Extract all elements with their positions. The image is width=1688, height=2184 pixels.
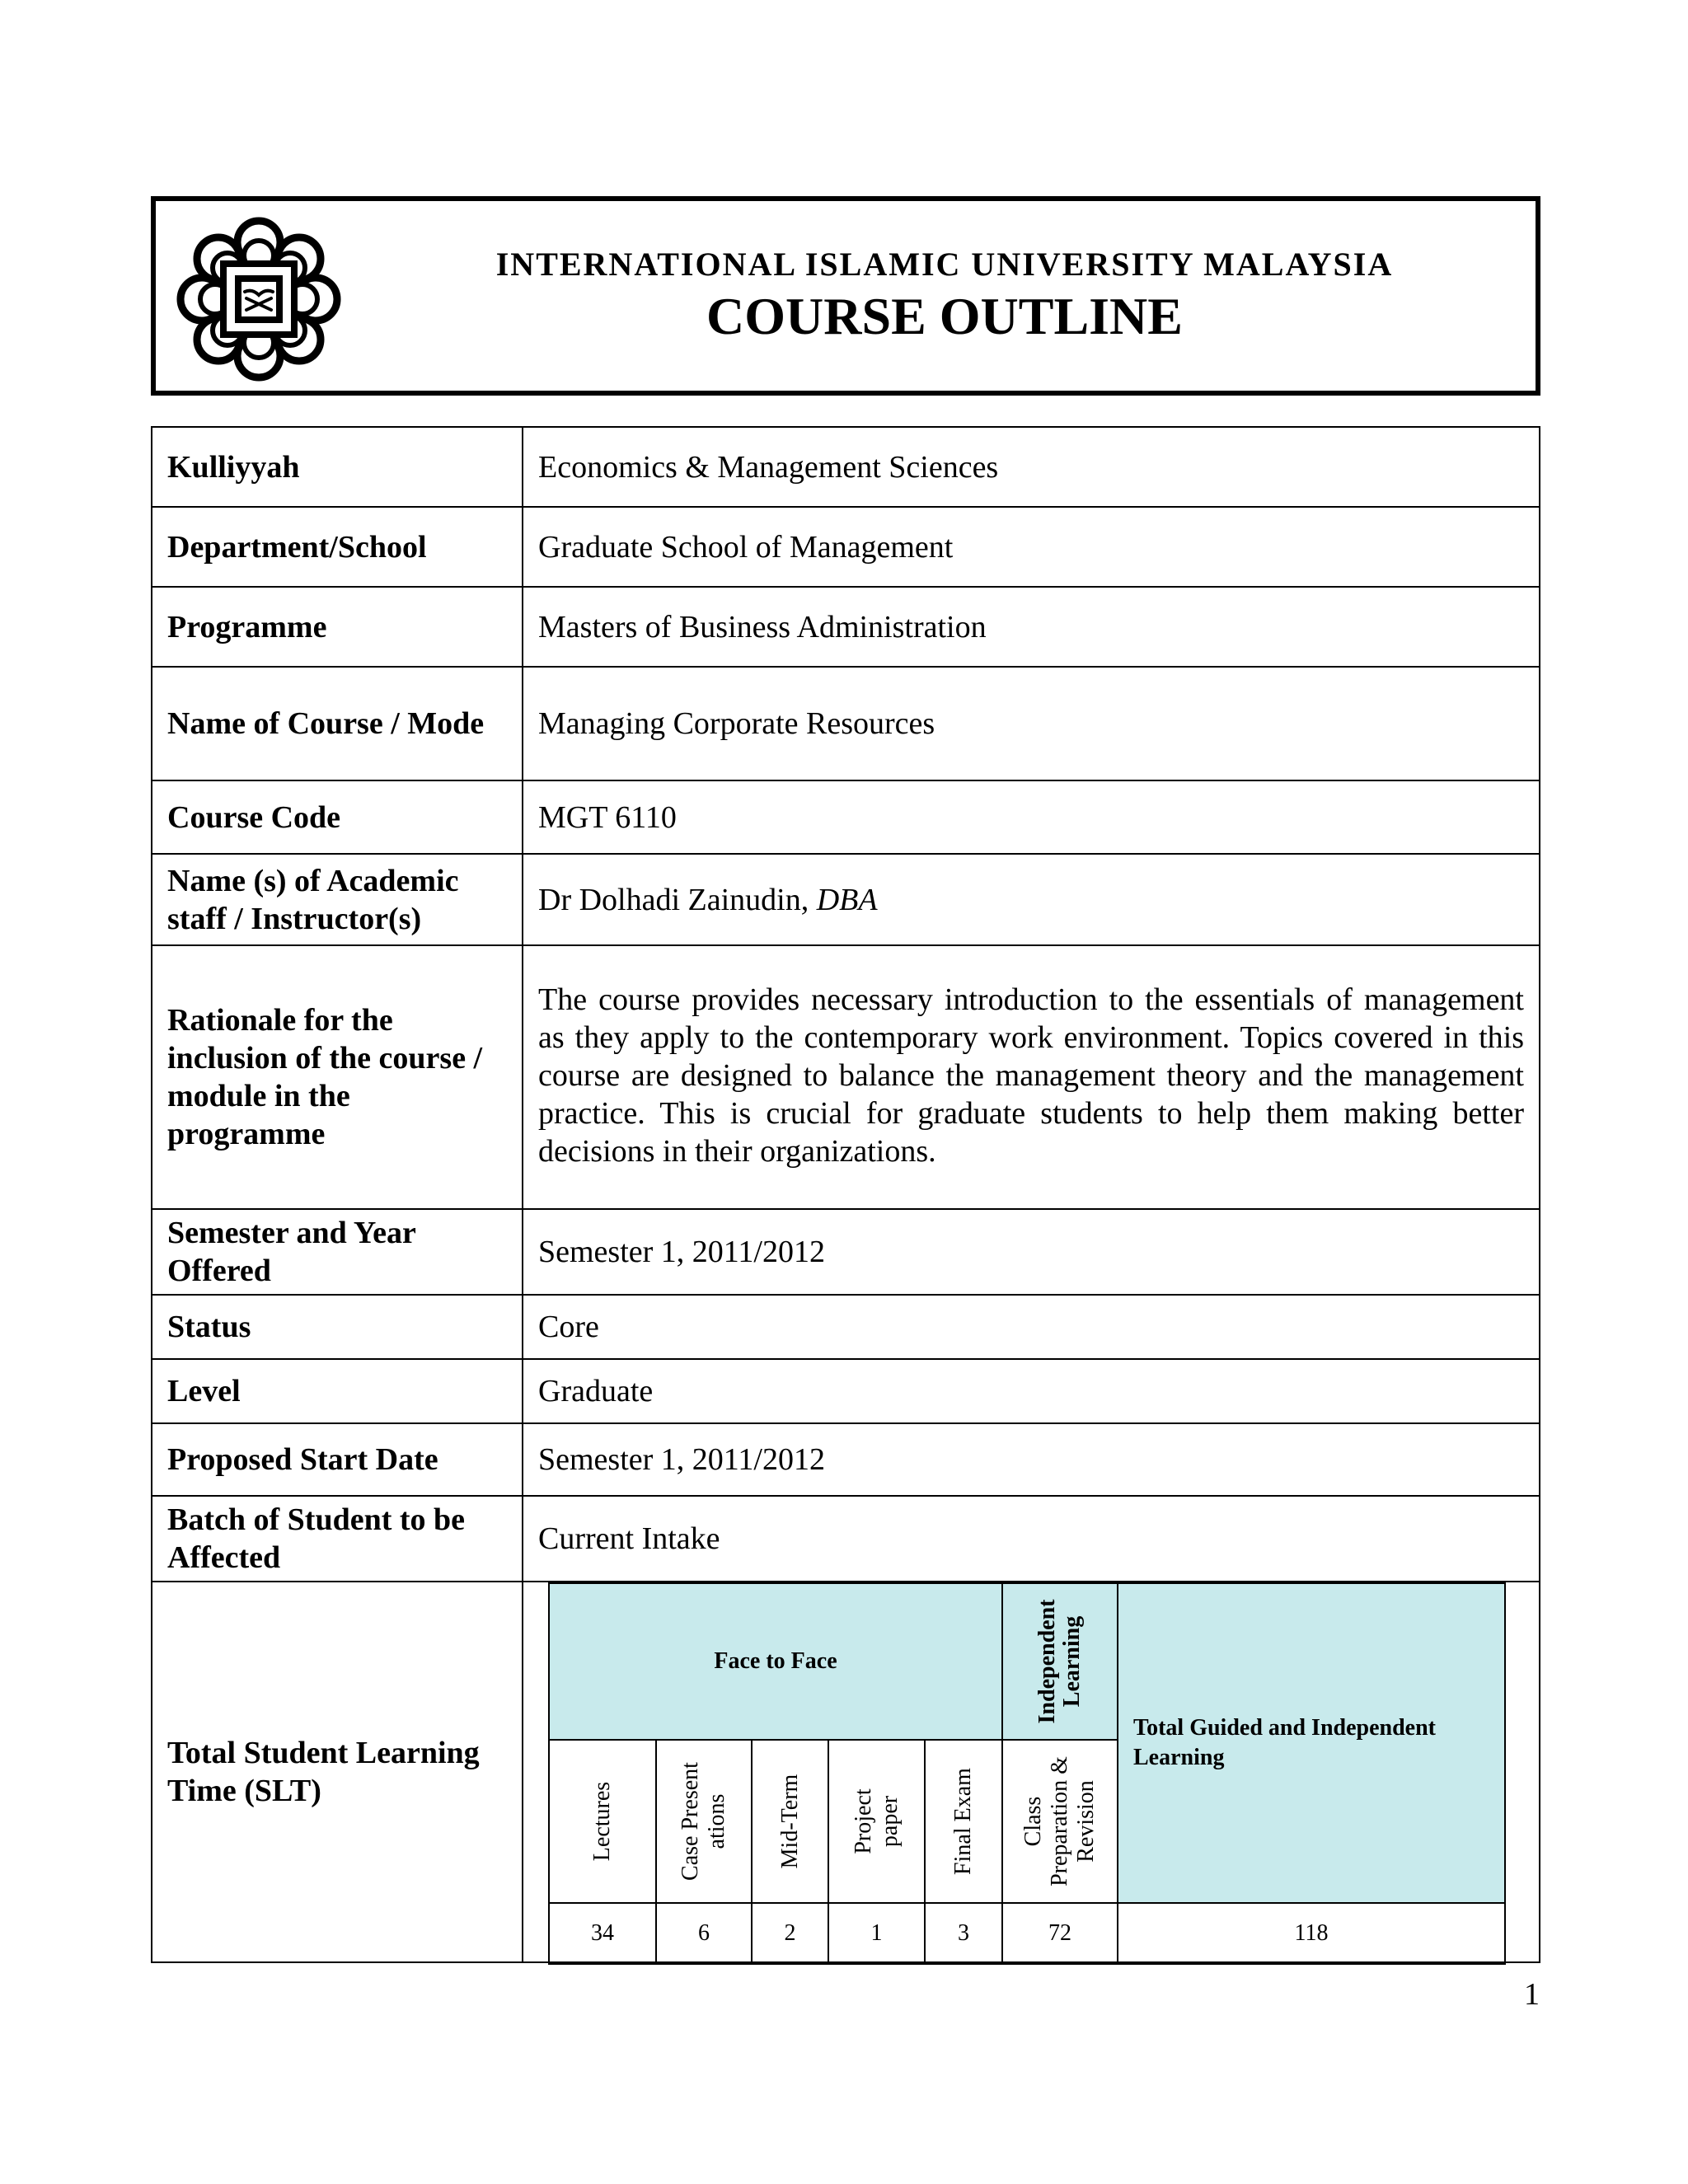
row-slt: [152, 1582, 1540, 1962]
col-final-exam: [925, 1740, 1002, 1903]
face-to-face-header: Face to Face: [549, 1583, 1002, 1740]
department-label: Department/School: [152, 507, 523, 587]
status-label: Status: [152, 1295, 523, 1359]
col-mid-term-text: Mid-Term: [776, 1774, 803, 1869]
slt-label: Total Student Learning Time (SLT): [152, 1582, 523, 1962]
col-class-prep-text: Class Preparation & Revision: [1020, 1756, 1099, 1886]
value-lectures: 34: [549, 1903, 656, 1964]
header-box: [151, 196, 1540, 396]
col-project-paper-text: Project paper: [850, 1788, 903, 1854]
row-course-name: [152, 667, 1540, 780]
col-final-exam-text: Final Exam: [950, 1768, 976, 1875]
course-name-value: Managing Corporate Resources: [523, 667, 1540, 780]
header-text: [354, 244, 1536, 348]
value-final-exam: 3: [925, 1903, 1002, 1964]
row-programme: [152, 587, 1540, 667]
value-case-presentations: 6: [656, 1903, 752, 1964]
value-mid-term: 2: [752, 1903, 828, 1964]
instructor-value: [523, 854, 1540, 945]
course-code-value: MGT 6110: [523, 780, 1540, 854]
programme-label: Programme: [152, 587, 523, 667]
rationale-label: Rationale for the inclusion of the course / module in the programme: [152, 945, 523, 1209]
col-mid-term: [752, 1740, 828, 1903]
row-kulliyyah: [152, 427, 1540, 507]
page-number: 1: [1524, 1977, 1540, 2012]
programme-value: Masters of Business Administration: [523, 587, 1540, 667]
department-value: Graduate School of Management: [523, 507, 1540, 587]
value-total: 118: [1118, 1903, 1505, 1964]
col-case-presentations: [656, 1740, 752, 1903]
col-lectures: [549, 1740, 656, 1903]
slt-header-row: [549, 1583, 1505, 1740]
independent-learning-header: [1002, 1583, 1118, 1740]
slt-cell: [523, 1582, 1540, 1962]
kulliyyah-value: Economics & Management Sciences: [523, 427, 1540, 507]
document-title: COURSE OUTLINE: [706, 287, 1183, 345]
start-date-label: Proposed Start Date: [152, 1423, 523, 1496]
status-value: Core: [523, 1295, 1540, 1359]
slt-table: [548, 1582, 1506, 1965]
independent-learning-text: Independent Learning: [1034, 1599, 1085, 1724]
semester-offered-label: Semester and Year Offered: [152, 1209, 523, 1295]
total-guided-label: Total Guided and Independent Learning: [1118, 1583, 1505, 1903]
semester-offered-value: Semester 1, 2011/2012: [523, 1209, 1540, 1295]
col-class-prep: [1002, 1740, 1118, 1903]
rationale-value: [523, 945, 1540, 1209]
row-department: [152, 507, 1540, 587]
row-instructor: [152, 854, 1540, 945]
row-status: [152, 1295, 1540, 1359]
value-project-paper: 1: [828, 1903, 925, 1964]
level-value: Graduate: [523, 1359, 1540, 1423]
row-rationale: [152, 945, 1540, 1209]
iium-logo-icon: [172, 213, 345, 386]
course-name-label: Name of Course / Mode: [152, 667, 523, 780]
kulliyyah-label: Kulliyyah: [152, 427, 523, 507]
batch-label: Batch of Student to be Affected: [152, 1496, 523, 1582]
instructor-name: Dr Dolhadi Zainudin,: [538, 882, 809, 917]
slt-values-row: [549, 1903, 1505, 1964]
instructor-degree: DBA: [816, 882, 878, 917]
university-name: INTERNATIONAL ISLAMIC UNIVERSITY MALAYSIA: [495, 246, 1394, 283]
row-start-date: [152, 1423, 1540, 1496]
value-class-prep: 72: [1002, 1903, 1118, 1964]
batch-value: Current Intake: [523, 1496, 1540, 1582]
rationale-text: The course provides necessary introduction to the essentials of management as they apply to the contemporary work environment. Topics covered in this course are designed to balance the management theory and the management practice. This is crucial for graduate students to help them making better decisions in their organizations.: [538, 982, 1524, 1169]
start-date-value: Semester 1, 2011/2012: [523, 1423, 1540, 1496]
level-label: Level: [152, 1359, 523, 1423]
course-info-table: [151, 426, 1540, 1963]
row-level: [152, 1359, 1540, 1423]
course-code-label: Course Code: [152, 780, 523, 854]
row-course-code: [152, 780, 1540, 854]
col-case-presentations-text: Case Presentations: [678, 1762, 729, 1881]
instructor-label: Name (s) of Academic staff / Instructor(s): [152, 854, 523, 945]
row-batch: [152, 1496, 1540, 1582]
row-semester-offered: [152, 1209, 1540, 1295]
col-project-paper: [828, 1740, 925, 1903]
col-lectures-text: Lectures: [589, 1781, 615, 1862]
